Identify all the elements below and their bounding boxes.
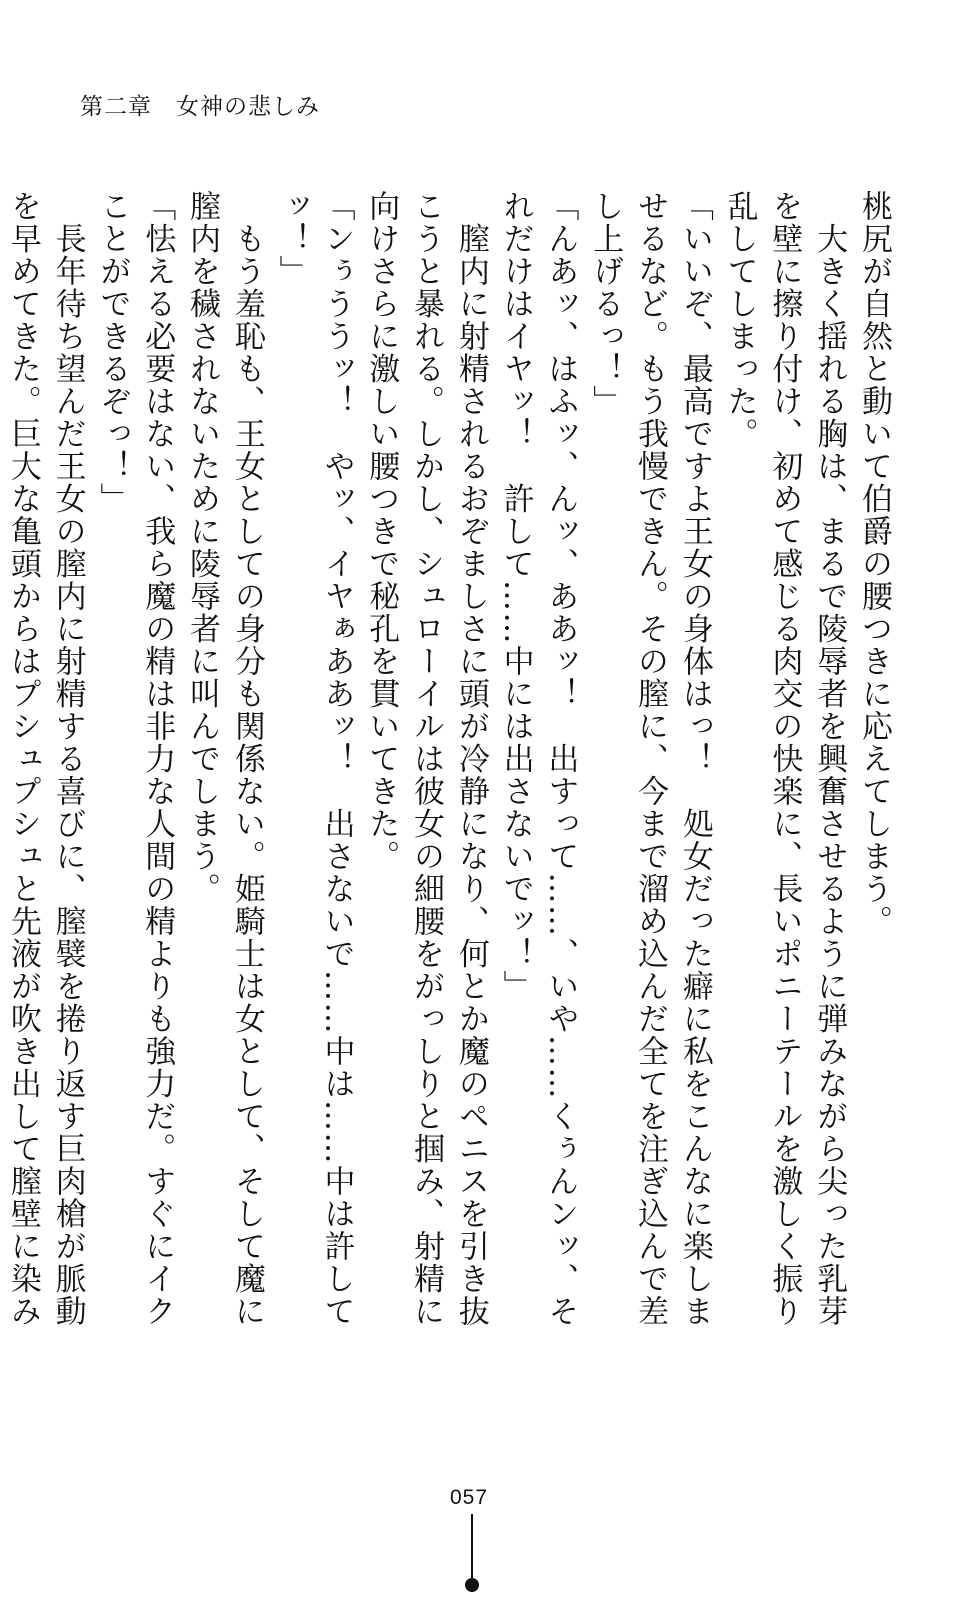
paragraph: もう羞恥も、王女としての身分も関係ない。姫騎士は女として、そして魔に膣内を穢されないために陵辱者に叫んでしまう。 — [184, 190, 265, 1328]
paragraph: 膣内に射精されるおぞましさに頭が冷静になり、何とか魔のペニスを引き抜こうと暴れる。しかし、シュローイルは彼女の細腰をがっしりと掴み、射精に向けさらに激しい腰つきで秘孔を貫いてきた。 — [363, 190, 489, 1328]
paragraph: 「いいぞ、最高ですよ王女の身体はっ！ 処女だった癖に私をこんなに楽しませるなど。もう我慢できん。その膣に、今まで溜め込んだ全てを注ぎ込んで差し上げるっ！」 — [587, 190, 713, 1328]
page-number: 057 — [450, 1486, 489, 1509]
paragraph: 大きく揺れる胸は、まるで陵辱者を興奮させるように弾みながら尖った乳芽を壁に擦り付け、初めて感じる肉交の快楽に、長いポニーテールを激しく振り乱してしまった。 — [721, 190, 848, 1328]
paragraph: 「んあッ、はふッ、んッ、ああッ！ 出すって……、いや……くぅんンッ、それだけはイヤッ！ 許して……中には出さないでッ！」 — [497, 190, 579, 1328]
page-marker-stem — [471, 1514, 473, 1584]
paragraph: 「ンぅううッ！ やッ、イヤぁああッ！ 出さないで……中は……中は許してッ！」 — [273, 190, 355, 1328]
paragraph: 長年待ち望んだ王女の膣内に射精する喜びに、膣襞を捲り返す巨肉槍が脈動を早めてきた。巨大な亀頭からはプシュプシュと先液が吹き出して膣壁に染み — [4, 190, 86, 1328]
page-marker-icon — [465, 1514, 479, 1594]
chapter-header: 第二章 女神の悲しみ — [80, 94, 320, 120]
page-marker-dot — [465, 1578, 479, 1592]
paragraph: 「怯える必要はない、我ら魔の精は非力な人間の精よりも強力だ。すぐにイクことができるぞっ！」 — [94, 190, 176, 1328]
paragraph: 桃尻が自然と動いて伯爵の腰つきに応えてしまう。 — [856, 190, 892, 938]
body-text — [4, 190, 896, 1350]
